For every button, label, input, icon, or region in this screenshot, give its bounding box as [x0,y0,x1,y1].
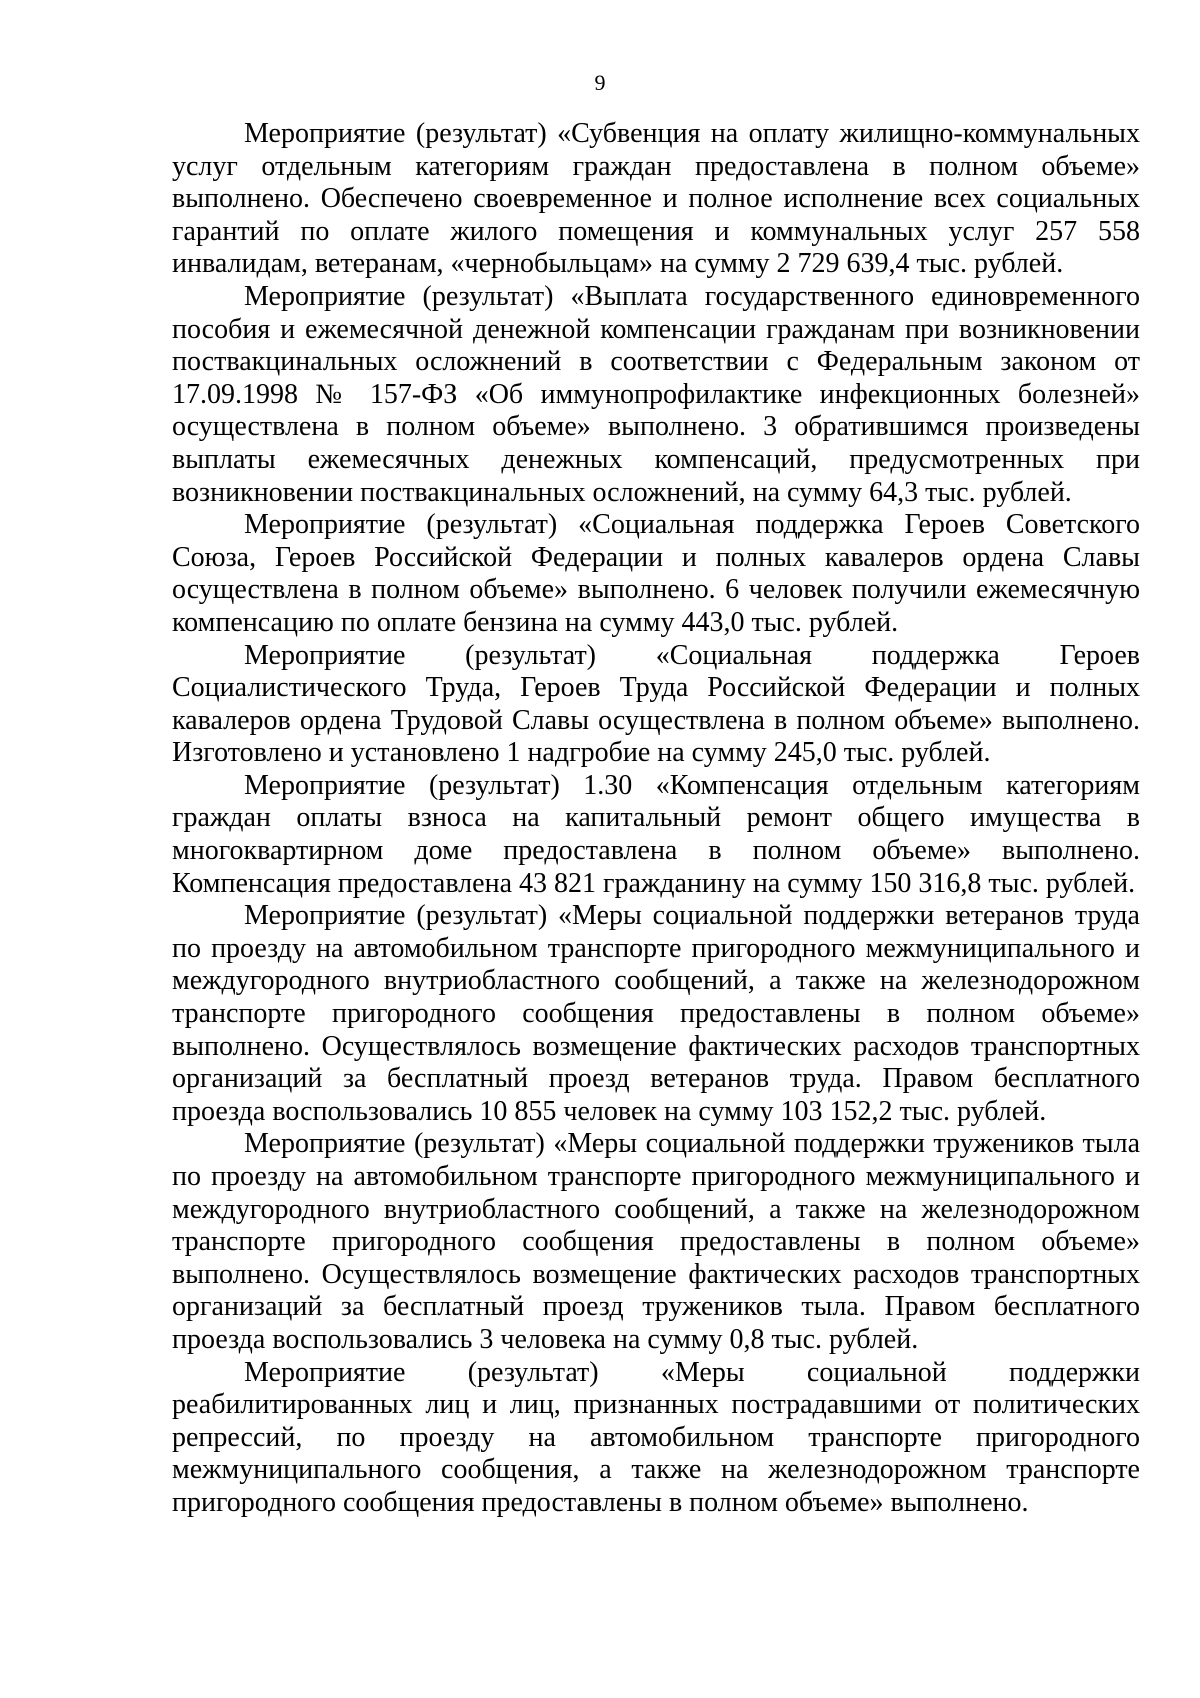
paragraph-heroes-soviet-union: Мероприятие (результат) «Социальная поддержка Героев Советского Союза, Героев Российской Федерации и полных кавалеров ордена Славы осуществлена в полном объеме» выполнено. 6 человек получили ежемесячную компенсацию по оплате бензина на сумму 443,0 тыс. рублей. [172,509,1140,638]
paragraph-capital-repair-compensation: Мероприятие (результат) 1.30 «Компенсация отдельным категориям граждан оплаты взноса на капитальный ремонт общего имущества в многоквартирном доме предоставлена в полном объеме» выполнено. Компенсация предоставлена 43 821 гражданину на сумму 150 316,8 тыс. рублей. [172,769,1140,899]
page-number: 9 [594,70,606,95]
paragraph-housing-subsidy: Мероприятие (результат) «Субвенция на оплату жилищно-коммунальных услуг отдельным категориям граждан предоставлена в полном объеме» выполнено. Обеспечено своевременное и полное исполнение всех социальных гарантий по оплате жилого помещения и коммунальных услуг 257 558 инвалидам, ветеранам, «чернобыльцам» на сумму 2 729 639,4 тыс. рублей. [172,118,1140,280]
document-body [172,118,1140,1520]
paragraph-heroes-socialist-labor: Мероприятие (результат) «Социальная поддержка Героев Социалистического Труда, Героев Труда Российской Федерации и полных кавалеров ордена Трудовой Славы осуществлена в полном объеме» выполнено. Изготовлено и установлено 1 надгробие на сумму 245,0 тыс. рублей. [172,639,1140,769]
paragraph-rehabilitated-persons-transport: Мероприятие (результат) «Меры социальной поддержки реабилитированных лиц и лиц, признанных пострадавшими от политических репрессий, по проезду на автомобильном транспорте пригородного межмуниципального сообщения, а также на железнодорожном транспорте пригородного сообщения предоставлены в полном объеме» выполнено. [172,1356,1140,1518]
paragraph-labor-veterans-transport: Мероприятие (результат) «Меры социальной поддержки ветеранов труда по проезду на автомобильном транспорте пригородного межмуниципального и междугородного внутриобластного сообщений, а также на железнодорожном транспорте пригородного сообщения предоставлены в полном объеме» выполнено. Осуществлялось возмещение фактических расходов транспортных организаций за бесплатный проезд ветеранов труда. Правом бесплатного проезда воспользовались 10 855 человек на сумму 103 152,2 тыс. рублей. [172,900,1140,1127]
paragraph-home-front-workers-transport: Мероприятие (результат) «Меры социальной поддержки тружеников тыла по проезду на автомобильном транспорте пригородного межмуниципального и междугородного внутриобластного сообщений, а также на железнодорожном транспорте пригородного сообщения предоставлены в полном объеме» выполнено. Осуществлялось возмещение фактических расходов транспортных организаций за бесплатный проезд тружеников тыла. Правом бесплатного проезда воспользовались 3 человека на сумму 0,8 тыс. рублей. [172,1128,1140,1355]
paragraph-vaccination-compensation: Мероприятие (результат) «Выплата государственного единовременного пособия и ежемесячной денежной компенсации гражданам при возникновении поствакцинальных осложнений в соответствии с Федеральным законом от 17.09.1998 № 157-ФЗ «Об иммунопрофилактике инфекционных болезней» осуществлена в полном объеме» выполнено. 3 обратившимся произведены выплаты ежемесячных денежных компенсаций, предусмотренных при возникновении поствакцинальных осложнений, на сумму 64,3 тыс. рублей. [172,280,1140,508]
